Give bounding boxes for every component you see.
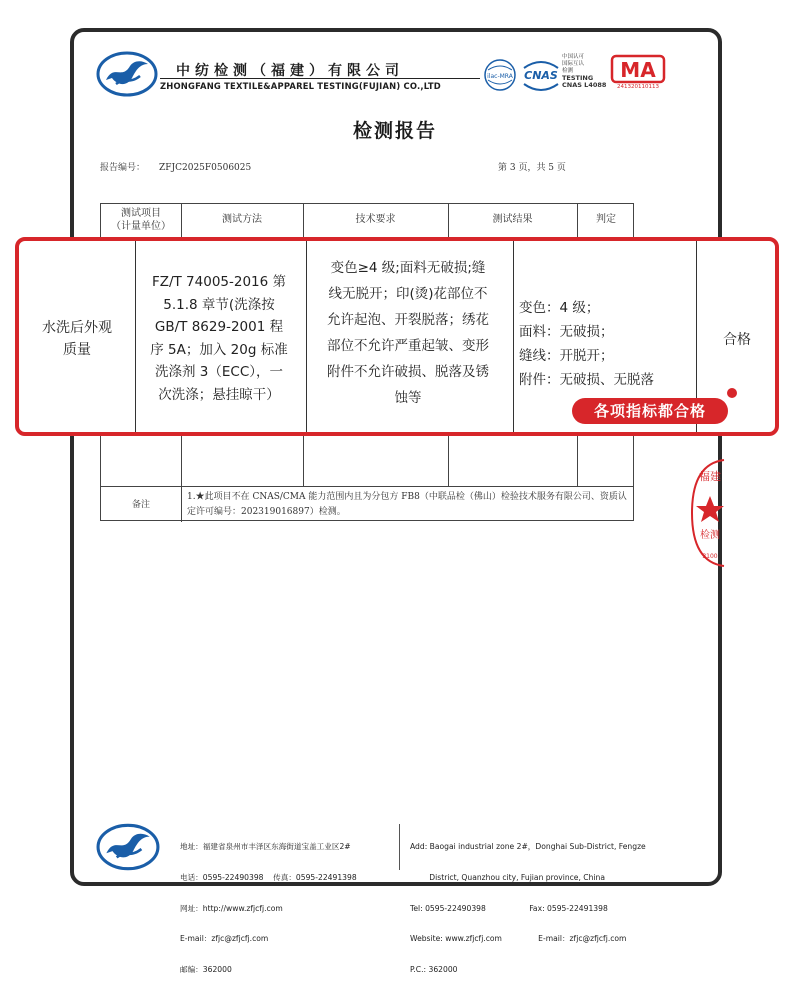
row-divider: [101, 486, 633, 487]
company-name-en: ZHONGFANG TEXTILE&APPAREL TESTING(FUJIAN) CO.,LTD: [160, 81, 441, 91]
callout-divider: [306, 241, 307, 432]
callout-test-item: 水洗后外观 质量: [42, 320, 112, 358]
company-logo-icon: [96, 50, 158, 98]
footer-divider: [399, 824, 400, 870]
footer-contact-cn: 地址：福建省泉州市丰泽区东海街道宝盖工业区2# 电话：0595-22490398 传真：0595-22491398 网址：http://www.zfjcfj.com E-mail：zfjc@zfjcfj.com 邮编：362000: [180, 842, 357, 974]
header-verdict: 判定: [596, 214, 616, 225]
report-number: [100, 160, 251, 173]
footer-contact-en: Add: Baogai industrial zone 2#，Donghai Sub-District, Fengze District, Quanzhou city, Fujian province, China Tel: 0595-22490398 Fax: 0595-22491398 Website: www.zfjcfj.com E-mail：zfjc@zfjcfj.com P.C.: 362000: [410, 842, 646, 974]
page-title: 检测报告: [352, 120, 437, 142]
cnas-logo-icon: [520, 58, 562, 92]
callout-result: 变色：4 级； 面料：无破损； 缝线：开脱开； 附件：无破损、无脱落: [519, 300, 654, 388]
seal-number: 3100: [702, 553, 718, 560]
callout-requirement: 变色≥4 级;面料无破损;缝 线无脱开；印(烫)花部位不 允许起泡、开裂脱落；绣花 部位不允许严重起皱、变形 附件不允许破损、脱落及锈 蚀等: [327, 260, 489, 406]
header-test-item: 测试项目 （计量单位）: [111, 208, 171, 232]
company-name-cn: 中纺检测（福建）有限公司: [176, 63, 404, 79]
cnas-accreditation-text: 中国认可 国际互认 检测 TESTING CNAS L4088: [562, 54, 607, 89]
header-result: 测试结果: [492, 214, 533, 225]
report-number-label: 报告编号：: [100, 163, 146, 173]
seal-text-mid: 检测: [700, 530, 720, 541]
header-test-method: 测试方法: [222, 214, 262, 225]
report-number-value: ZFJC2025F0506025: [159, 163, 252, 173]
header-divider: [160, 78, 480, 79]
ilac-mra-logo-icon: [482, 58, 518, 92]
ma-label: MA: [620, 58, 656, 82]
page-indicator: 第 3 页，共 5 页: [498, 163, 566, 173]
callout-test-method: FZ/T 74005-2016 第 5.1.8 章节(洗涤按 GB/T 8629-2001 程 序 5A；加入 20g 标准 洗涤剂 3（ECC），一 次洗涤；悬挂晾干）: [150, 274, 288, 403]
seal-text-top: 福建: [699, 470, 721, 483]
cma-number: 241320110113: [617, 84, 659, 90]
pass-badge: 各项指标都合格: [572, 398, 728, 424]
callout-verdict: 合格: [723, 332, 751, 348]
official-seal-icon: [690, 458, 724, 568]
callout-dot: [727, 388, 737, 398]
remark-label: 备注: [131, 500, 150, 510]
callout-divider: [513, 241, 514, 432]
ilac-label: ilac-MRA: [487, 73, 513, 80]
highlight-callout: [15, 237, 779, 436]
remark-text: 1.★此项目不在 CNAS/CMA 能力范围内且为分包方 FB8（中联品检（佛山）检验技术服务有限公司、资质认定许可编号：202319016897）检测。: [187, 492, 627, 517]
callout-divider: [135, 241, 136, 432]
cnas-label: CNAS: [524, 69, 558, 82]
header-requirement: 技术要求: [355, 214, 396, 225]
footer-logo-icon: [96, 822, 160, 872]
